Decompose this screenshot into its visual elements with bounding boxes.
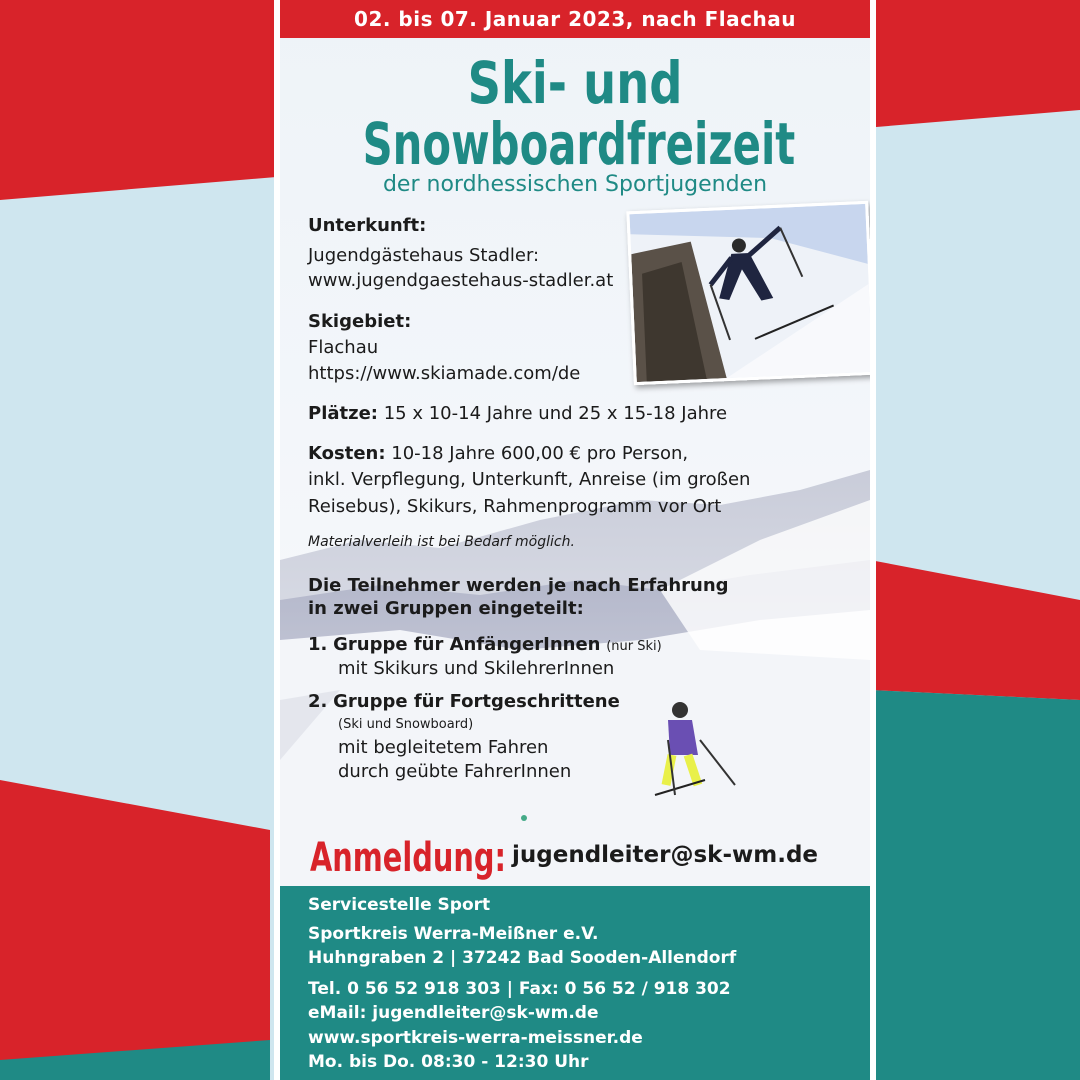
plaetze-value: 15 x 10-14 Jahre und 25 x 15-18 Jahre: [383, 403, 728, 424]
groups-intro-line-2: in zwei Gruppen eingeteilt:: [308, 598, 584, 619]
plaetze-row: [308, 402, 727, 426]
plaetze-label: Plätze:: [308, 403, 378, 424]
footer-email[interactable]: eMail: jugendleiter@sk-wm.de: [308, 1003, 599, 1023]
unterkunft-label: Unterkunft:: [308, 215, 427, 236]
kosten-value: 10-18 Jahre 600,00 € pro Person,: [391, 443, 689, 464]
unterkunft-name: Jugendgästehaus Stadler:: [308, 245, 540, 266]
contact-footer: [280, 886, 870, 1080]
group-1-note: (nur Ski): [606, 639, 662, 654]
group-2-row: [308, 690, 620, 714]
group-1-row: [308, 633, 662, 659]
flyer: [274, 0, 876, 1080]
footer-service: Servicestelle Sport: [308, 895, 491, 915]
unterkunft-url[interactable]: www.jugendgaestehaus-stadler.at: [308, 270, 614, 291]
footer-hours: Mo. bis Do. 08:30 - 12:30 Uhr: [308, 1052, 589, 1072]
group-1-number: 1.: [308, 634, 328, 655]
skier-photo: [626, 201, 870, 385]
group-2-detail-2: durch geübte FahrerInnen: [338, 761, 572, 782]
title-line-1: Ski- und: [467, 49, 683, 117]
footer-website[interactable]: www.sportkreis-werra-meissner.de: [308, 1028, 643, 1048]
kosten-note: Materialverleih ist bei Bedarf möglich.: [308, 534, 575, 550]
date-banner: 02. bis 07. Januar 2023, nach Flachau: [280, 0, 870, 38]
anmeldung-email[interactable]: jugendleiter@sk-wm.de: [512, 842, 819, 868]
skigebiet-name: Flachau: [308, 337, 379, 358]
group-1-title: Gruppe für AnfängerInnen: [333, 634, 601, 655]
group-2-number: 2.: [308, 691, 328, 712]
skigebiet-url[interactable]: https://www.skiamade.com/de: [308, 363, 581, 384]
group-2-detail-1: mit begleitetem Fahren: [338, 737, 549, 758]
title-line-2: Snowboardfreizeit: [362, 110, 796, 178]
group-1-detail: mit Skikurs und SkilehrerInnen: [338, 658, 615, 679]
group-2-title: Gruppe für Fortgeschrittene: [333, 691, 620, 712]
kosten-line-2: inkl. Verpflegung, Unterkunft, Anreise (im großen: [308, 469, 751, 490]
kosten-row: [308, 442, 688, 466]
subtitle: der nordhessischen Sportjugenden: [382, 172, 768, 197]
groups-intro-line-1: Die Teilnehmer werden je nach Erfahrung: [308, 575, 729, 596]
kosten-line-3: Reisebus), Skikurs, Rahmenprogramm vor Ort: [308, 496, 722, 517]
anmeldung-label: Anmeldung:: [310, 835, 506, 881]
kosten-label: Kosten:: [308, 443, 386, 464]
footer-phone: Tel. 0 56 52 918 303 | Fax: 0 56 52 / 918 302: [308, 979, 731, 999]
group-2-note: (Ski und Snowboard): [338, 717, 474, 732]
footer-org: Sportkreis Werra-Meißner e.V.: [308, 924, 599, 944]
skigebiet-label: Skigebiet:: [308, 311, 412, 332]
flyer-content: [280, 0, 870, 1080]
footer-address: Huhngraben 2 | 37242 Bad Sooden-Allendorf: [308, 948, 737, 968]
